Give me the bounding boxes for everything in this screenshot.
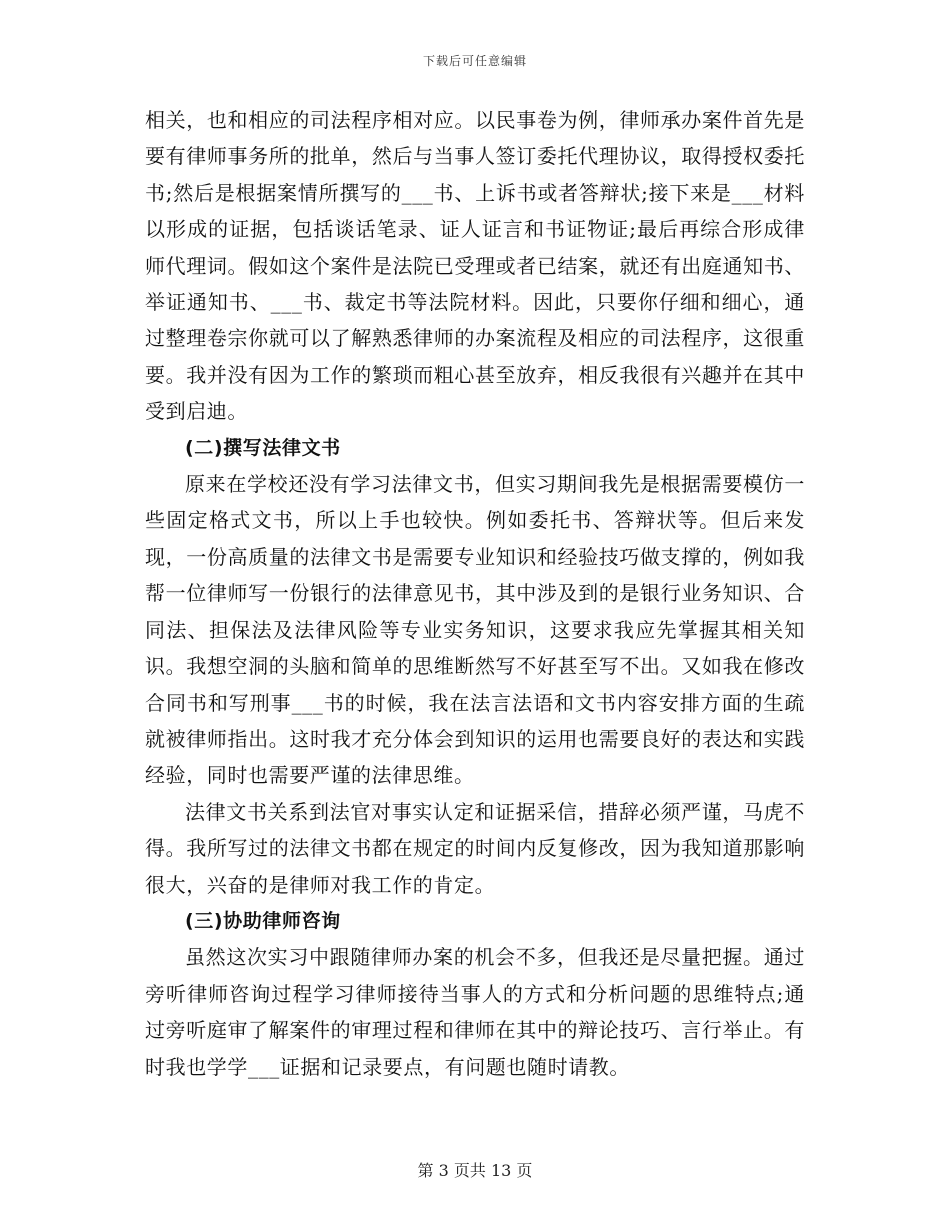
paragraph-case-files: 相关，也和相应的司法程序相对应。以民事卷为例，律师承办案件首先是要有律师事务所的批单，然后与当事人签订委托代理协议，取得授权委托书;然后是根据案情所撰写的___书、上诉书或者答辩状;接下来是___材料以形成的证据，包括谈话笔录、证人证言和书证物证;最后再综合形成律师代理词。假如这个案件是法院已受理或者已结案，就还有出庭通知书、举证通知书、___书、裁定书等法院材料。因此，只要你仔细和细心，通过整理卷宗你就可以了解熟悉律师的办案流程及相应的司法程序，这很重要。我并没有因为工作的繁琐而粗心甚至放弃，相反我很有兴趣并在其中受到启迪。 xyxy=(145,108,805,424)
page-number: 第 3 页共 13 页 xyxy=(417,1161,533,1180)
section-heading-consultation: (三)协助律师咨询 xyxy=(185,909,341,932)
paragraph-writing-documents: 原来在学校还没有学习法律文书，但实习期间我先是根据需要模仿一些固定格式文书，所以上手也较快。例如委托书、答辩状等。但后来发现，一份高质量的法律文书是需要专业知识和经验技巧做支撑的，例如我帮一位律师写一份银行的法律意见书，其中涉及到的是银行业务知识、合同法、担保法及法律风险等专业实务知识，这要求我应先掌握其相关知识。我想空洞的头脑和简单的思维断然写不好甚至写不出。又如我在修改合同书和写刑事___书的时候，我在法言法语和文书内容安排方面的生疏就被律师指出。这时我才充分体会到知识的运用也需要良好的表达和实践经验，同时也需要严谨的法律思维。 xyxy=(145,472,805,788)
page-header-note: 下载后可任意编辑 xyxy=(422,54,527,68)
paragraph-consultation: 虽然这次实习中跟随律师办案的机会不多，但我还是尽量把握。通过旁听律师咨询过程学习律师接待当事人的方式和分析问题的思维特点;通过旁听庭审了解案件的审理过程和律师在其中的辩论技巧、言行举止。有时我也学学___证据和记录要点，有问题也随时请教。 xyxy=(145,945,805,1079)
paragraph-document-rigor: 法律文书关系到法官对事实认定和证据采信，措辞必须严谨，马虎不得。我所写过的法律文书都在规定的时间内反复修改，因为我知道那影响很大，兴奋的是律师对我工作的肯定。 xyxy=(145,799,805,897)
document-body xyxy=(145,102,805,1085)
section-heading-legal-documents: (二)撰写法律文书 xyxy=(185,436,341,459)
